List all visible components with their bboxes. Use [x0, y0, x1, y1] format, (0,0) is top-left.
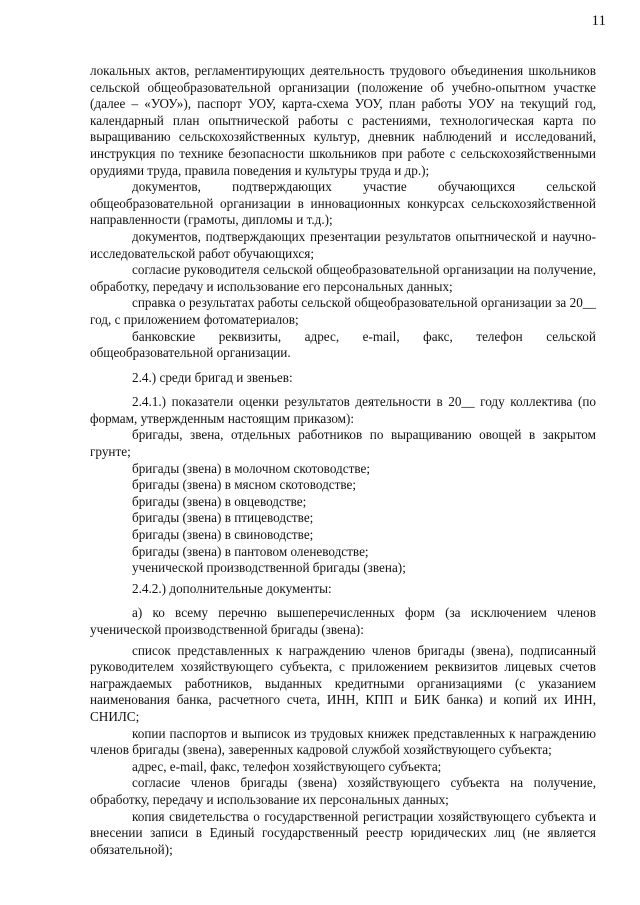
list-item: бригады (звена) в овцеводстве;: [132, 493, 307, 509]
paragraph: адрес, e-mail, факс, телефон хозяйствующего субъекта;: [132, 758, 442, 774]
list-item: бригады, звена, отдельных работников по выращиванию овощей в закрытом грунте;: [90, 427, 596, 460]
paragraph: документов, подтверждающих презентации результатов опытнической и научно-исследовательской работ обучающихся;: [90, 228, 596, 261]
document-body: [90, 63, 596, 858]
bank-word: реквизиты,: [218, 328, 282, 344]
paragraph: общеобразовательной организации.: [90, 345, 291, 361]
paragraph: документов, подтверждающих участие обучающихся сельской общеобразовательной организации в инновационных конкурсах сельскохозяйственной направленности (грамоты, дипломы и т.д.);: [90, 179, 596, 228]
list-item: бригады (звена) в птицеводстве;: [132, 510, 314, 526]
bank-word: телефон: [476, 328, 523, 344]
list-item: бригады (звена) в мясном скотоводстве;: [132, 477, 357, 493]
paragraph: а) ко всему перечню вышеперечисленных форм (за исключением членов ученической производственной бригады (звена):: [90, 605, 596, 637]
bank-word: факс,: [423, 328, 453, 344]
bank-word: сельской: [546, 328, 596, 344]
paragraph: справка о результатах работы сельской общеобразовательной организации за 20__ год, с приложением фотоматериалов;: [90, 295, 596, 327]
list-item: бригады (звена) в молочном скотоводстве;: [132, 460, 371, 476]
page-number: 11: [591, 13, 606, 29]
section-heading: 2.4.) среди бригад и звеньев:: [132, 369, 293, 385]
section-heading: 2.4.2.) дополнительные документы:: [132, 580, 332, 596]
bank-word: банковские: [132, 328, 196, 344]
bank-word: адрес,: [304, 328, 340, 344]
list-item: бригады (звена) в пантовом оленеводстве;: [132, 543, 369, 559]
list-item: ученической производственной бригады (звена);: [132, 560, 406, 576]
paragraph: 2.4.1.) показатели оценки результатов деятельности в 20__ году коллектива (по формам, утвержденным настоящим приказом):: [90, 394, 596, 426]
bank-word: e-mail,: [362, 328, 400, 344]
paragraph: копии паспортов и выписок из трудовых книжек представленных к награждению членов бригады (звена), заверенных кадровой службой хозяйствующего субъекта;: [90, 725, 596, 758]
paragraph: согласие руководителя сельской общеобразовательной организации на получение, обработку, передачу и использование его персональных данных;: [90, 262, 596, 294]
paragraph: локальных актов, регламентирующих деятельность трудового объединения школьников сельской общеобразовательной организации (положение об учебно-опытном участке (далее – «УОУ»), паспорт УОУ, карта-схема УОУ, план работы УОУ на текущий год, календарный план опытнической работы с растениями, технологическая карта по выращиванию сельскохозяйственных культур, дневник наблюдений и исследований, инструкция по технике безопасности школьников при работе с сельскохозяйственными орудиями труда, правила поведения и культуры труда и др.);: [90, 63, 596, 178]
paragraph: копия свидетельства о государственной регистрации хозяйствующего субъекта и внесении записи в Единый государственный реестр юридических лиц (не является обязательной);: [90, 808, 596, 857]
paragraph: список представленных к награждению членов бригады (звена), подписанный руководителем хозяйствующего субъекта, с приложением реквизитов лицевых счетов награждаемых работников, выданных кредитными организациями (с указанием наименования банка, расчетного счета, ИНН, КПП и БИК банка) и копий их ИНН, СНИЛС;: [90, 642, 596, 724]
list-item: бригады (звена) в свиноводстве;: [132, 527, 314, 543]
bank-details-line: [90, 329, 596, 346]
paragraph: согласие членов бригады (звена) хозяйствующего субъекта на получение, обработку, передачу и использование их персональных данных;: [90, 775, 596, 807]
